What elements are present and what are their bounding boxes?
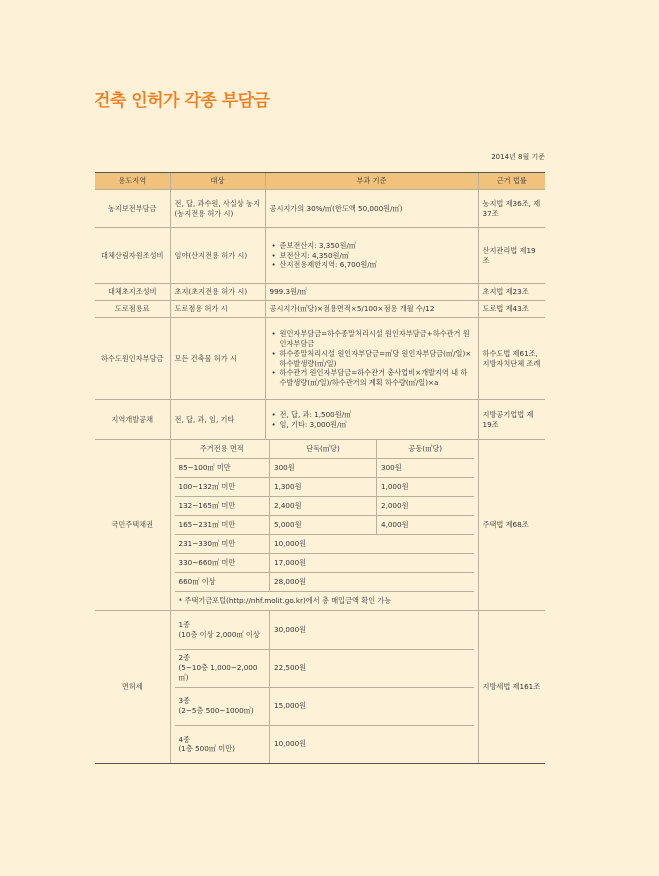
criteria-item: • 산지전용제한지역: 6,700원/㎡ xyxy=(280,260,474,270)
single-cell: 5,000원 xyxy=(270,516,377,535)
subtable-row xyxy=(175,554,474,573)
amount-cell: 15,000원 xyxy=(270,687,474,725)
law-cell: 도로법 제43조 xyxy=(478,301,545,318)
area-cell: 하수도원인자부담금 xyxy=(95,318,170,400)
table-row xyxy=(95,611,545,764)
grade-label: 4종 xyxy=(178,734,191,744)
subtable-row xyxy=(175,725,474,763)
grade-cell xyxy=(175,649,270,687)
multi-cell: 1,000원 xyxy=(377,478,474,497)
single-cell: 1,300원 xyxy=(270,478,377,497)
subtable-row xyxy=(175,535,474,554)
criteria-cell: 999.3원/㎡ xyxy=(265,284,478,301)
table-row xyxy=(95,318,545,400)
single-cell: 10,000원 xyxy=(270,535,474,554)
multi-cell: 2,000원 xyxy=(377,497,474,516)
criteria-item: • 하수종말처리시설 원인자부담금=㎥당 원인자부담금(㎥/일)×하수발생량(㎥/일) xyxy=(280,349,474,368)
subtable-row xyxy=(175,516,474,535)
target-cell: 전, 답, 과, 임, 기타 xyxy=(170,400,265,440)
size-cell: 330~660㎡ 미만 xyxy=(175,554,270,573)
date-note: 2014년 8월 기준 xyxy=(491,153,545,161)
grade-label: 2종 xyxy=(178,653,191,663)
area-cell: 농지보전부담금 xyxy=(95,190,170,228)
table-row xyxy=(95,400,545,440)
target-cell: 초지(초지전용 허가 시) xyxy=(170,284,265,301)
area-cell: 도로점용료 xyxy=(95,301,170,318)
size-cell: 231~330㎡ 미만 xyxy=(175,535,270,554)
page-title: 건축 인허가 각종 부담금 xyxy=(94,91,270,111)
area-cell: 국민주택채권 xyxy=(95,440,170,611)
criteria-cell: 공시지가의 30%/㎡(한도액 50,000원/㎡) xyxy=(265,190,478,228)
license-tax-subtable-cell xyxy=(170,611,478,764)
grade-desc: (2~5층 500~1000㎡) xyxy=(178,706,254,715)
amount-cell: 30,000원 xyxy=(270,611,474,649)
law-cell: 농지법 제36조, 제37조 xyxy=(478,190,545,228)
housing-bond-subtable-cell xyxy=(170,440,478,611)
area-cell: 면허세 xyxy=(95,611,170,764)
subheader-single: 단독(㎡당) xyxy=(270,440,377,459)
subtable-note-row xyxy=(175,592,474,611)
criteria-cell xyxy=(265,228,478,284)
multi-cell: 300원 xyxy=(377,459,474,478)
criteria-cell xyxy=(265,400,478,440)
subtable-row xyxy=(175,497,474,516)
area-cell: 대체산림자원조성비 xyxy=(95,228,170,284)
criteria-item: • 하수관거 원인자부담금=하수관거 총사업비×개발지역 내 하수발생량(㎥/일)/하수관거의 계획 하수량(㎥/일)×a xyxy=(280,368,474,387)
law-cell: 지방공기업법 제19조 xyxy=(478,400,545,440)
law-cell: 지방세법 제161조 xyxy=(478,611,545,764)
subheader-multi: 공동(㎡당) xyxy=(377,440,474,459)
criteria-item: • 원인자부담금=하수종말처리시설 원인자부담금+하수관거 원인자부담금 xyxy=(280,329,474,348)
target-cell: 모든 건축물 허가 시 xyxy=(170,318,265,400)
single-cell: 28,000원 xyxy=(270,573,474,592)
single-cell: 2,400원 xyxy=(270,497,377,516)
housing-bond-note: * 주택기금포털(http://nhf.molit.go.kr)에서 총 매입금액 확인 가능 xyxy=(178,596,392,606)
target-cell: 임야(산지전용 허가 시) xyxy=(170,228,265,284)
subtable-row xyxy=(175,478,474,497)
criteria-item: • 보전산지: 4,350원/㎡ xyxy=(280,251,474,261)
area-cell: 대체초지조성비 xyxy=(95,284,170,301)
size-cell: 100~132㎡ 미만 xyxy=(175,478,270,497)
subtable-header-row xyxy=(175,440,474,459)
subheader-size: 주거전용 면적 xyxy=(175,440,270,459)
table-row xyxy=(95,301,545,318)
criteria-cell xyxy=(265,318,478,400)
grade-cell xyxy=(175,725,270,763)
levy-table xyxy=(95,172,545,764)
amount-cell: 22,500원 xyxy=(270,649,474,687)
law-cell: 산지관리법 제19조 xyxy=(478,228,545,284)
housing-bond-subtable xyxy=(175,440,474,610)
criteria-item: • 준보전산지: 3,350원/㎡ xyxy=(280,241,474,251)
grade-cell xyxy=(175,687,270,725)
law-cell: 주택법 제68조 xyxy=(478,440,545,611)
criteria-item: • 전, 답, 과: 1,500원/㎡ xyxy=(280,410,474,420)
law-cell: 하수도법 제61조, 지방자치단체 조례 xyxy=(478,318,545,400)
size-cell: 660㎡ 이상 xyxy=(175,573,270,592)
single-cell: 17,000원 xyxy=(270,554,474,573)
size-cell: 85~100㎡ 미만 xyxy=(175,459,270,478)
target-cell: 도로점용 허가 시 xyxy=(170,301,265,318)
criteria-item: • 임, 기타: 3,000원/㎡ xyxy=(280,420,474,430)
subtable-row xyxy=(175,687,474,725)
single-cell: 300원 xyxy=(270,459,377,478)
subtable-row xyxy=(175,611,474,649)
subtable-row xyxy=(175,649,474,687)
header-law: 근거 법률 xyxy=(478,173,545,190)
license-tax-subtable xyxy=(175,611,474,763)
grade-label: 1종 xyxy=(178,620,191,630)
size-cell: 165~231㎡ 미만 xyxy=(175,516,270,535)
table-row xyxy=(95,440,545,611)
amount-cell: 10,000원 xyxy=(270,725,474,763)
subtable-row xyxy=(175,573,474,592)
header-area: 용도지역 xyxy=(95,173,170,190)
area-cell: 지역개발공채 xyxy=(95,400,170,440)
grade-desc: (10층 이상 2,000㎡ 이상 xyxy=(178,629,260,639)
header-target: 대상 xyxy=(170,173,265,190)
table-row xyxy=(95,190,545,228)
grade-label: 3종 xyxy=(178,696,191,706)
law-cell: 초지법 제23조 xyxy=(478,284,545,301)
grade-desc: (5~10층 1,000~2,000㎡) xyxy=(178,663,258,682)
target-cell: 전, 답, 과수원, 사실상 농지(농지전용 허가 시) xyxy=(170,190,265,228)
table-row xyxy=(95,284,545,301)
size-cell: 132~165㎡ 미만 xyxy=(175,497,270,516)
table-header-row xyxy=(95,173,545,190)
multi-cell: 4,000원 xyxy=(377,516,474,535)
criteria-cell: 공시지가(㎡당)×점용면적×5/100×점용 개월 수/12 xyxy=(265,301,478,318)
grade-cell xyxy=(175,611,270,649)
grade-desc: (1층 500㎡ 미만) xyxy=(178,744,235,754)
table-row xyxy=(95,228,545,284)
header-criteria: 부과 기준 xyxy=(265,173,478,190)
subtable-row xyxy=(175,459,474,478)
